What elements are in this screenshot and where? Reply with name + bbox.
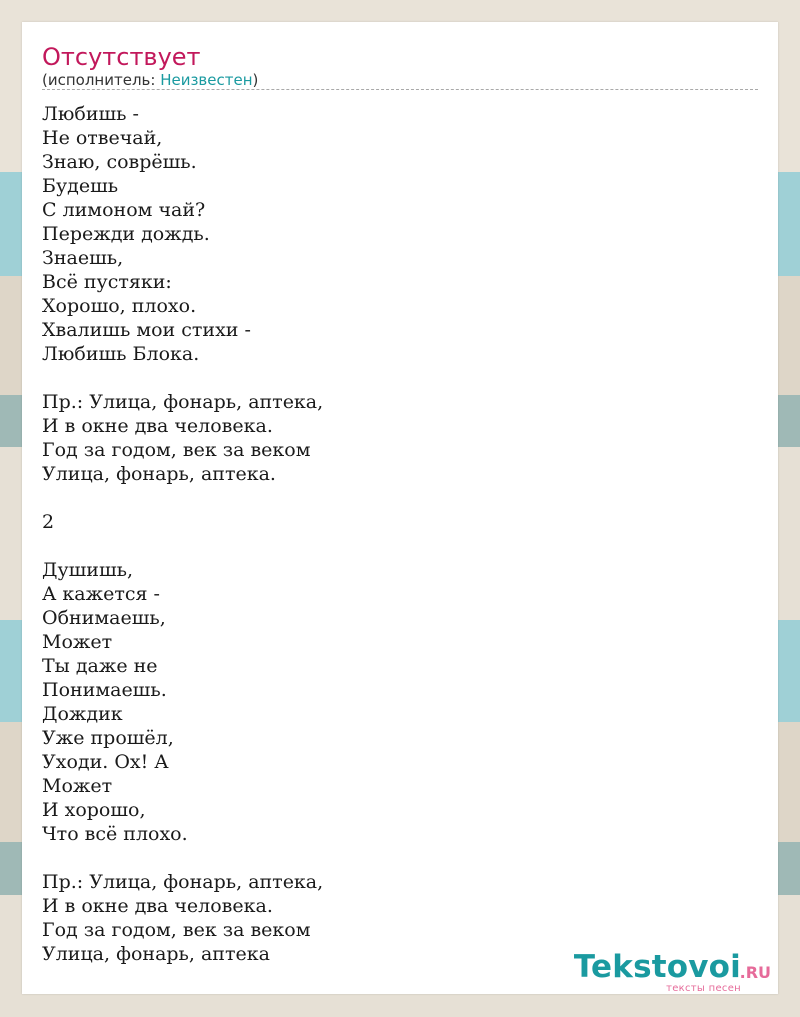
song-title: Отсутствует [42, 43, 201, 71]
logo-main-text: Tekstovoi [573, 949, 741, 985]
divider [42, 89, 758, 90]
artist-suffix: ) [252, 71, 259, 89]
lyrics-card [22, 22, 778, 994]
lyrics-text: Любишь - Не отвечай, Знаю, соврёшь. Будешь С лимоном чай? Пережди дождь. Знаешь, Всё пустяки: Хорошо, плохо. Хвалишь мои стихи - Любишь Блока. Пр.: Улица, фонарь, аптека, И в окне два человека. Год за годом, век за веком Улица, фонарь, аптека. 2 Душишь, А кажется - Обнимаешь, Может Ты даже не Понимаешь. Дождик Уже прошёл, Уходи. Ох! А Может И хорошо, Что всё плохо. Пр.: Улица, фонарь, аптека, И в окне два человека. Год за годом, век за веком Улица, фонарь, аптека [42, 103, 324, 965]
artist-line [42, 71, 258, 89]
logo-tld-text: .RU [739, 963, 771, 982]
artist-link[interactable]: Неизвестен [160, 71, 253, 89]
site-logo[interactable] [551, 950, 771, 994]
logo-tagline: тексты песен [666, 983, 741, 994]
artist-prefix: (исполнитель: [42, 71, 161, 89]
